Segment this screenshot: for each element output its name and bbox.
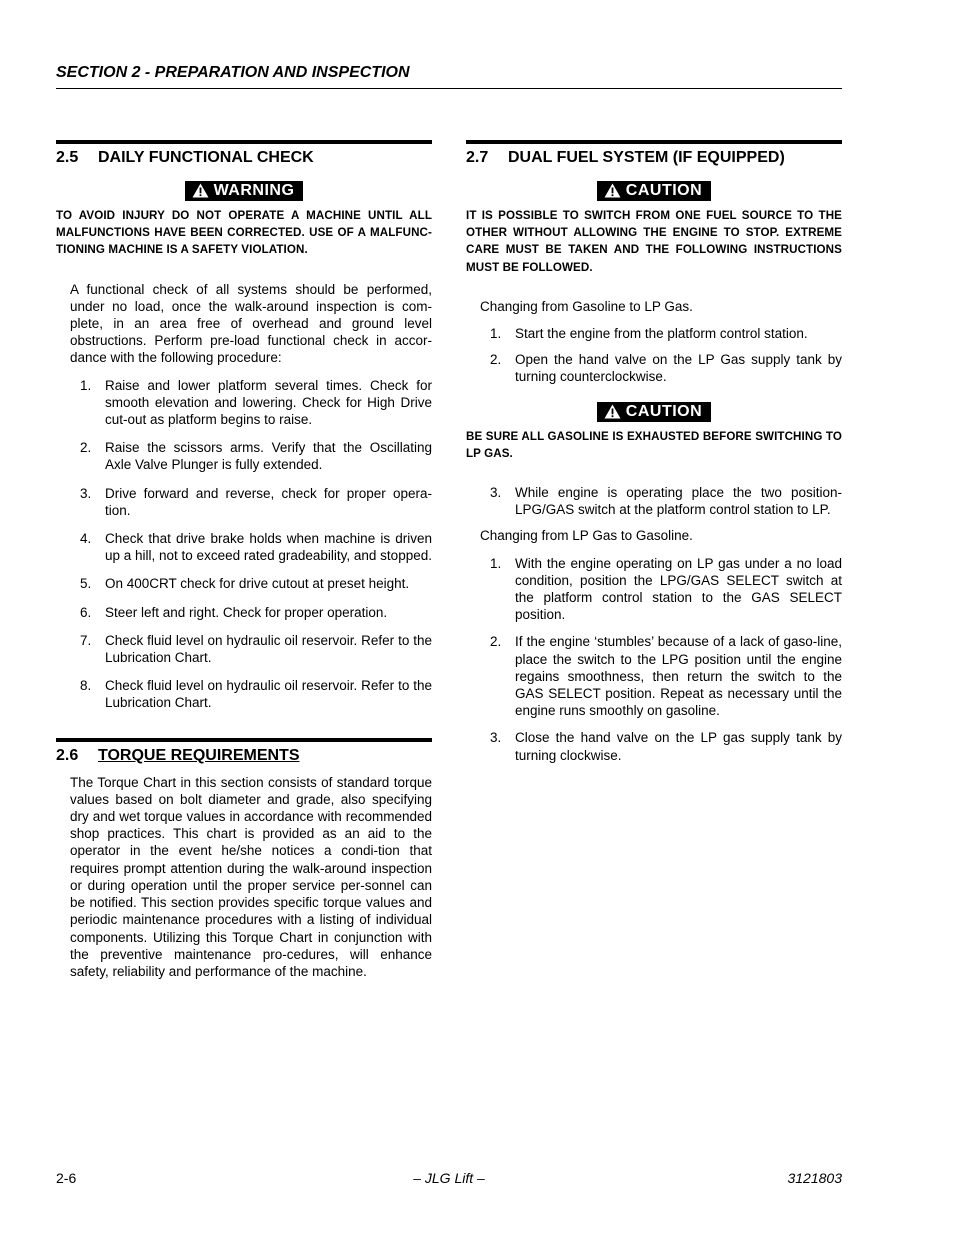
list-item: 2. Raise the scissors arms. Verify that the Oscillating Axle Valve Plunger is fully extended.	[80, 440, 432, 473]
list-item: 3. While engine is operating place the two position-LPG/GAS switch at the platform control station to LP.	[490, 485, 842, 518]
functional-check-steps	[56, 377, 432, 712]
section-number: 2.5	[56, 149, 79, 166]
section-number: 2.6	[56, 746, 79, 764]
right-column	[466, 140, 842, 775]
warning-label: WARNING	[213, 182, 295, 199]
lp-switch-step	[466, 484, 842, 518]
functional-check-intro: A functional check of all systems should be performed, under no load, once the walk-around inspection is com-plete, in an area free of overhead and ground level obstructions. Perform pre-load functional check in accor-dance with the following procedure:	[70, 281, 432, 366]
caution-label: CAUTION	[625, 182, 703, 199]
document-number: 3121803	[787, 1170, 842, 1186]
left-column	[56, 140, 432, 990]
list-item: 2. Open the hand valve on the LP Gas supply tank by turning counterclockwise.	[490, 352, 842, 385]
section-2-7-heading	[466, 140, 842, 167]
caution-badge	[597, 181, 711, 201]
caution-text: BE SURE ALL GASOLINE IS EXHAUSTED BEFORE SWITCHING TO LP GAS.	[466, 429, 842, 460]
list-item: 6. Steer left and right. Check for proper operation.	[80, 604, 388, 620]
caution-label: CAUTION	[625, 402, 703, 420]
list-item: 8. Check fluid level on hydraulic oil reservoir. Refer to the Lubrication Chart.	[80, 678, 432, 711]
list-item: 3. Close the hand valve on the LP gas supply tank by turning clockwise.	[490, 730, 842, 763]
list-item: 3. Drive forward and reverse, check for proper opera-tion.	[80, 485, 432, 518]
section-header: SECTION 2 - PREPARATION AND INSPECTION	[56, 64, 842, 89]
warning-triangle-icon	[604, 404, 621, 419]
list-item: 1. With the engine operating on LP gas under a no load condition, position the LPG/GAS SELECT switch at the platform control station to the GAS SELECT position.	[490, 555, 842, 623]
section-number: 2.7	[466, 149, 489, 166]
torque-body: The Torque Chart in this section consists of standard torque values based on bolt diameter and grade, also specifying dry and wet torque values in accordance with recommended shop practices. This chart is provided as an aid to the operator in the event he/she notices a condi-tion that requires prompt attention during the walk-around inspection or during operation until the proper service per-sonnel can be notified. This section provides specific torque values and periodic maintenance procedures with a listing of individual components. Utilizing this Torque Chart in conjunction with the preventive maintenance pro-cedures, will enhance safety, reliability and performance of the machine.	[70, 774, 432, 979]
section-title: DAILY FUNCTIONAL CHECK	[98, 149, 314, 166]
warning-badge	[185, 181, 304, 201]
list-item: 1. Raise and lower platform several times. Check for smooth elevation and lowering. Check for High Drive cut-out as platform begins to raise.	[80, 377, 432, 428]
warning-text: TO AVOID INJURY DO NOT OPERATE A MACHINE UNTIL ALL MALFUNCTIONS HAVE BEEN CORRECTED. USE OF A MALFUNC-TIONING MACHINE IS A SAFETY VIOLATION.	[56, 209, 432, 257]
lp-to-gas-steps	[466, 555, 842, 764]
list-item: 5. On 400CRT check for drive cutout at preset height.	[80, 576, 410, 592]
list-item: 1. Start the engine from the platform control station.	[490, 326, 808, 342]
lp-to-gas-label: Changing from LP Gas to Gasoline.	[480, 528, 693, 544]
list-item: 2. If the engine ‘stumbles’ because of a lack of gaso-line, place the switch to the LPG position until the engine regains smoothness, then return the switch to the GAS SELECT position. Repeat as necessary until the engine runs smoothly on gasoline.	[490, 634, 842, 719]
warning-triangle-icon	[604, 183, 621, 198]
footer-brand: – JLG Lift –	[413, 1170, 485, 1186]
section-title: DUAL FUEL SYSTEM (IF EQUIPPED)	[508, 149, 785, 166]
page-number: 2-6	[56, 1170, 77, 1186]
caution-text: IT IS POSSIBLE TO SWITCH FROM ONE FUEL SOURCE TO THE OTHER WITHOUT ALLOWING THE ENGINE TO STOP. EXTREME CARE MUST BE TAKEN AND THE FOLLOWING INSTRUCTIONS MUST BE FOLLOWED.	[466, 209, 842, 274]
section-2-6-heading	[56, 738, 432, 765]
caution-badge	[597, 402, 711, 422]
warning-triangle-icon	[192, 183, 209, 198]
list-item: 7. Check fluid level on hydraulic oil reservoir. Refer to the Lubrication Chart.	[80, 632, 432, 666]
list-item: 4. Check that drive brake holds when machine is driven up a hill, not to exceed rated gradeability, and stopped.	[80, 531, 432, 564]
section-title: TORQUE REQUIREMENTS	[98, 746, 300, 764]
gas-to-lp-steps	[466, 325, 842, 386]
section-2-5-heading	[56, 140, 432, 167]
gas-to-lp-label: Changing from Gasoline to LP Gas.	[480, 298, 693, 314]
